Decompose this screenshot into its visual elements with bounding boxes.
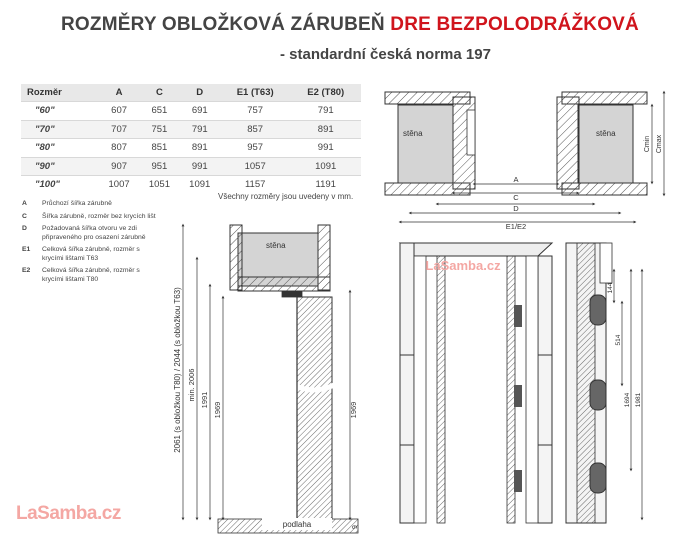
legend-key: A: [22, 200, 27, 207]
page-subtitle: - standardní česká norma 197: [280, 46, 491, 63]
cell: 1051: [139, 176, 179, 194]
cell: "100": [21, 176, 99, 194]
cell: 1057: [220, 157, 291, 176]
dim-cmax: Cmax: [656, 134, 663, 154]
plan-view: [385, 92, 664, 231]
section-view: [173, 225, 359, 533]
cell: 791: [180, 120, 220, 139]
cell: 807: [99, 139, 139, 158]
title-highlight: DRE BEZPOLODRÁŽKOVÁ: [390, 14, 639, 35]
cell: 607: [99, 102, 139, 121]
units-note: Všechny rozměry jsou uvedeny v mm.: [218, 192, 354, 201]
section-wall-label: stěna: [266, 241, 286, 250]
plan-wall-label-left: stěna: [403, 129, 423, 138]
cell: 691: [180, 102, 220, 121]
frame-watermark: LaSamba.cz: [425, 258, 501, 273]
cell: 891: [180, 139, 220, 158]
dim-gap: 9: [352, 525, 359, 529]
dim-c: C: [513, 193, 519, 202]
dim-514: 514: [615, 334, 622, 346]
plan-wall-label-right: stěna: [596, 129, 616, 138]
legend-text: Celková šířka zárubně, rozměr s krycími lištami T63: [42, 246, 140, 262]
cell: 707: [99, 120, 139, 139]
col-header: Rozměr: [21, 84, 99, 102]
frame-elevation: [400, 243, 552, 523]
dim-1981: 1981: [635, 392, 642, 408]
legend-key: E1: [22, 246, 31, 253]
legend-key: D: [22, 225, 27, 232]
dim-cmin: Cmin: [644, 135, 651, 153]
col-header: E2 (T80): [290, 84, 361, 102]
legend-key: C: [22, 212, 27, 220]
cell: 991: [290, 139, 361, 158]
cell: 951: [139, 157, 179, 176]
dim-1969-right: 1969: [349, 401, 358, 419]
dim-d: D: [513, 204, 519, 213]
cell: 907: [99, 157, 139, 176]
legend-text: Celková šířka zárubně, rozměr s krycími lištami T80: [42, 267, 140, 283]
dim-e: E1/E2: [505, 222, 527, 231]
dim-144: 144: [607, 282, 614, 294]
cell: "70": [21, 120, 99, 139]
door-leaf: [297, 297, 332, 519]
cell: 991: [180, 157, 220, 176]
cell: 891: [290, 120, 361, 139]
brand-logo: LaSamba.cz: [16, 503, 121, 524]
legend-key: E2: [22, 267, 31, 274]
col-header: A: [99, 84, 139, 102]
legend-text: Průchozí šířka zárubně: [42, 200, 112, 207]
cell: 957: [220, 139, 291, 158]
wall-left: [398, 105, 453, 183]
cell: 757: [220, 102, 291, 121]
legend-text: Požadovaná šířka otvoru ve zdi připraveného pro osazení zárubně: [42, 225, 146, 241]
legend-text: Šířka zárubně, rozměr bez krycích lišt: [42, 212, 156, 220]
cell: "60": [21, 102, 99, 121]
cell: 1091: [180, 176, 220, 194]
cell: 851: [139, 139, 179, 158]
cell: 791: [290, 102, 361, 121]
cell: 1091: [290, 157, 361, 176]
wall-right: [578, 105, 633, 183]
cell: "90": [21, 157, 99, 176]
dim-1694: 1694: [624, 392, 631, 408]
title-main: ROZMĚRY OBLOŽKOVÁ ZÁRUBEŇ: [61, 14, 385, 35]
cell: 1157: [220, 176, 291, 194]
cell: 857: [220, 120, 291, 139]
col-header: E1 (T63): [220, 84, 291, 102]
col-header: C: [139, 84, 179, 102]
cell: 1007: [99, 176, 139, 194]
jamb-right: [557, 97, 579, 189]
cell: "80": [21, 139, 99, 158]
dim-min-opening: min. 2006: [187, 368, 196, 402]
dim-a: A: [513, 175, 519, 184]
dim-total-height: 2061 (s obložkou T80) / 2044 (s obložkou T63): [173, 287, 182, 453]
dim-1991: 1991: [200, 391, 209, 409]
jamb-elevation: [566, 243, 642, 523]
col-header: D: [180, 84, 220, 102]
cell: 651: [139, 102, 179, 121]
floor-label: podlaha: [282, 520, 312, 529]
cell: 1191: [290, 176, 361, 194]
cell: 751: [139, 120, 179, 139]
dim-1969-left: 1969: [213, 401, 222, 419]
gap-left: [467, 110, 475, 155]
